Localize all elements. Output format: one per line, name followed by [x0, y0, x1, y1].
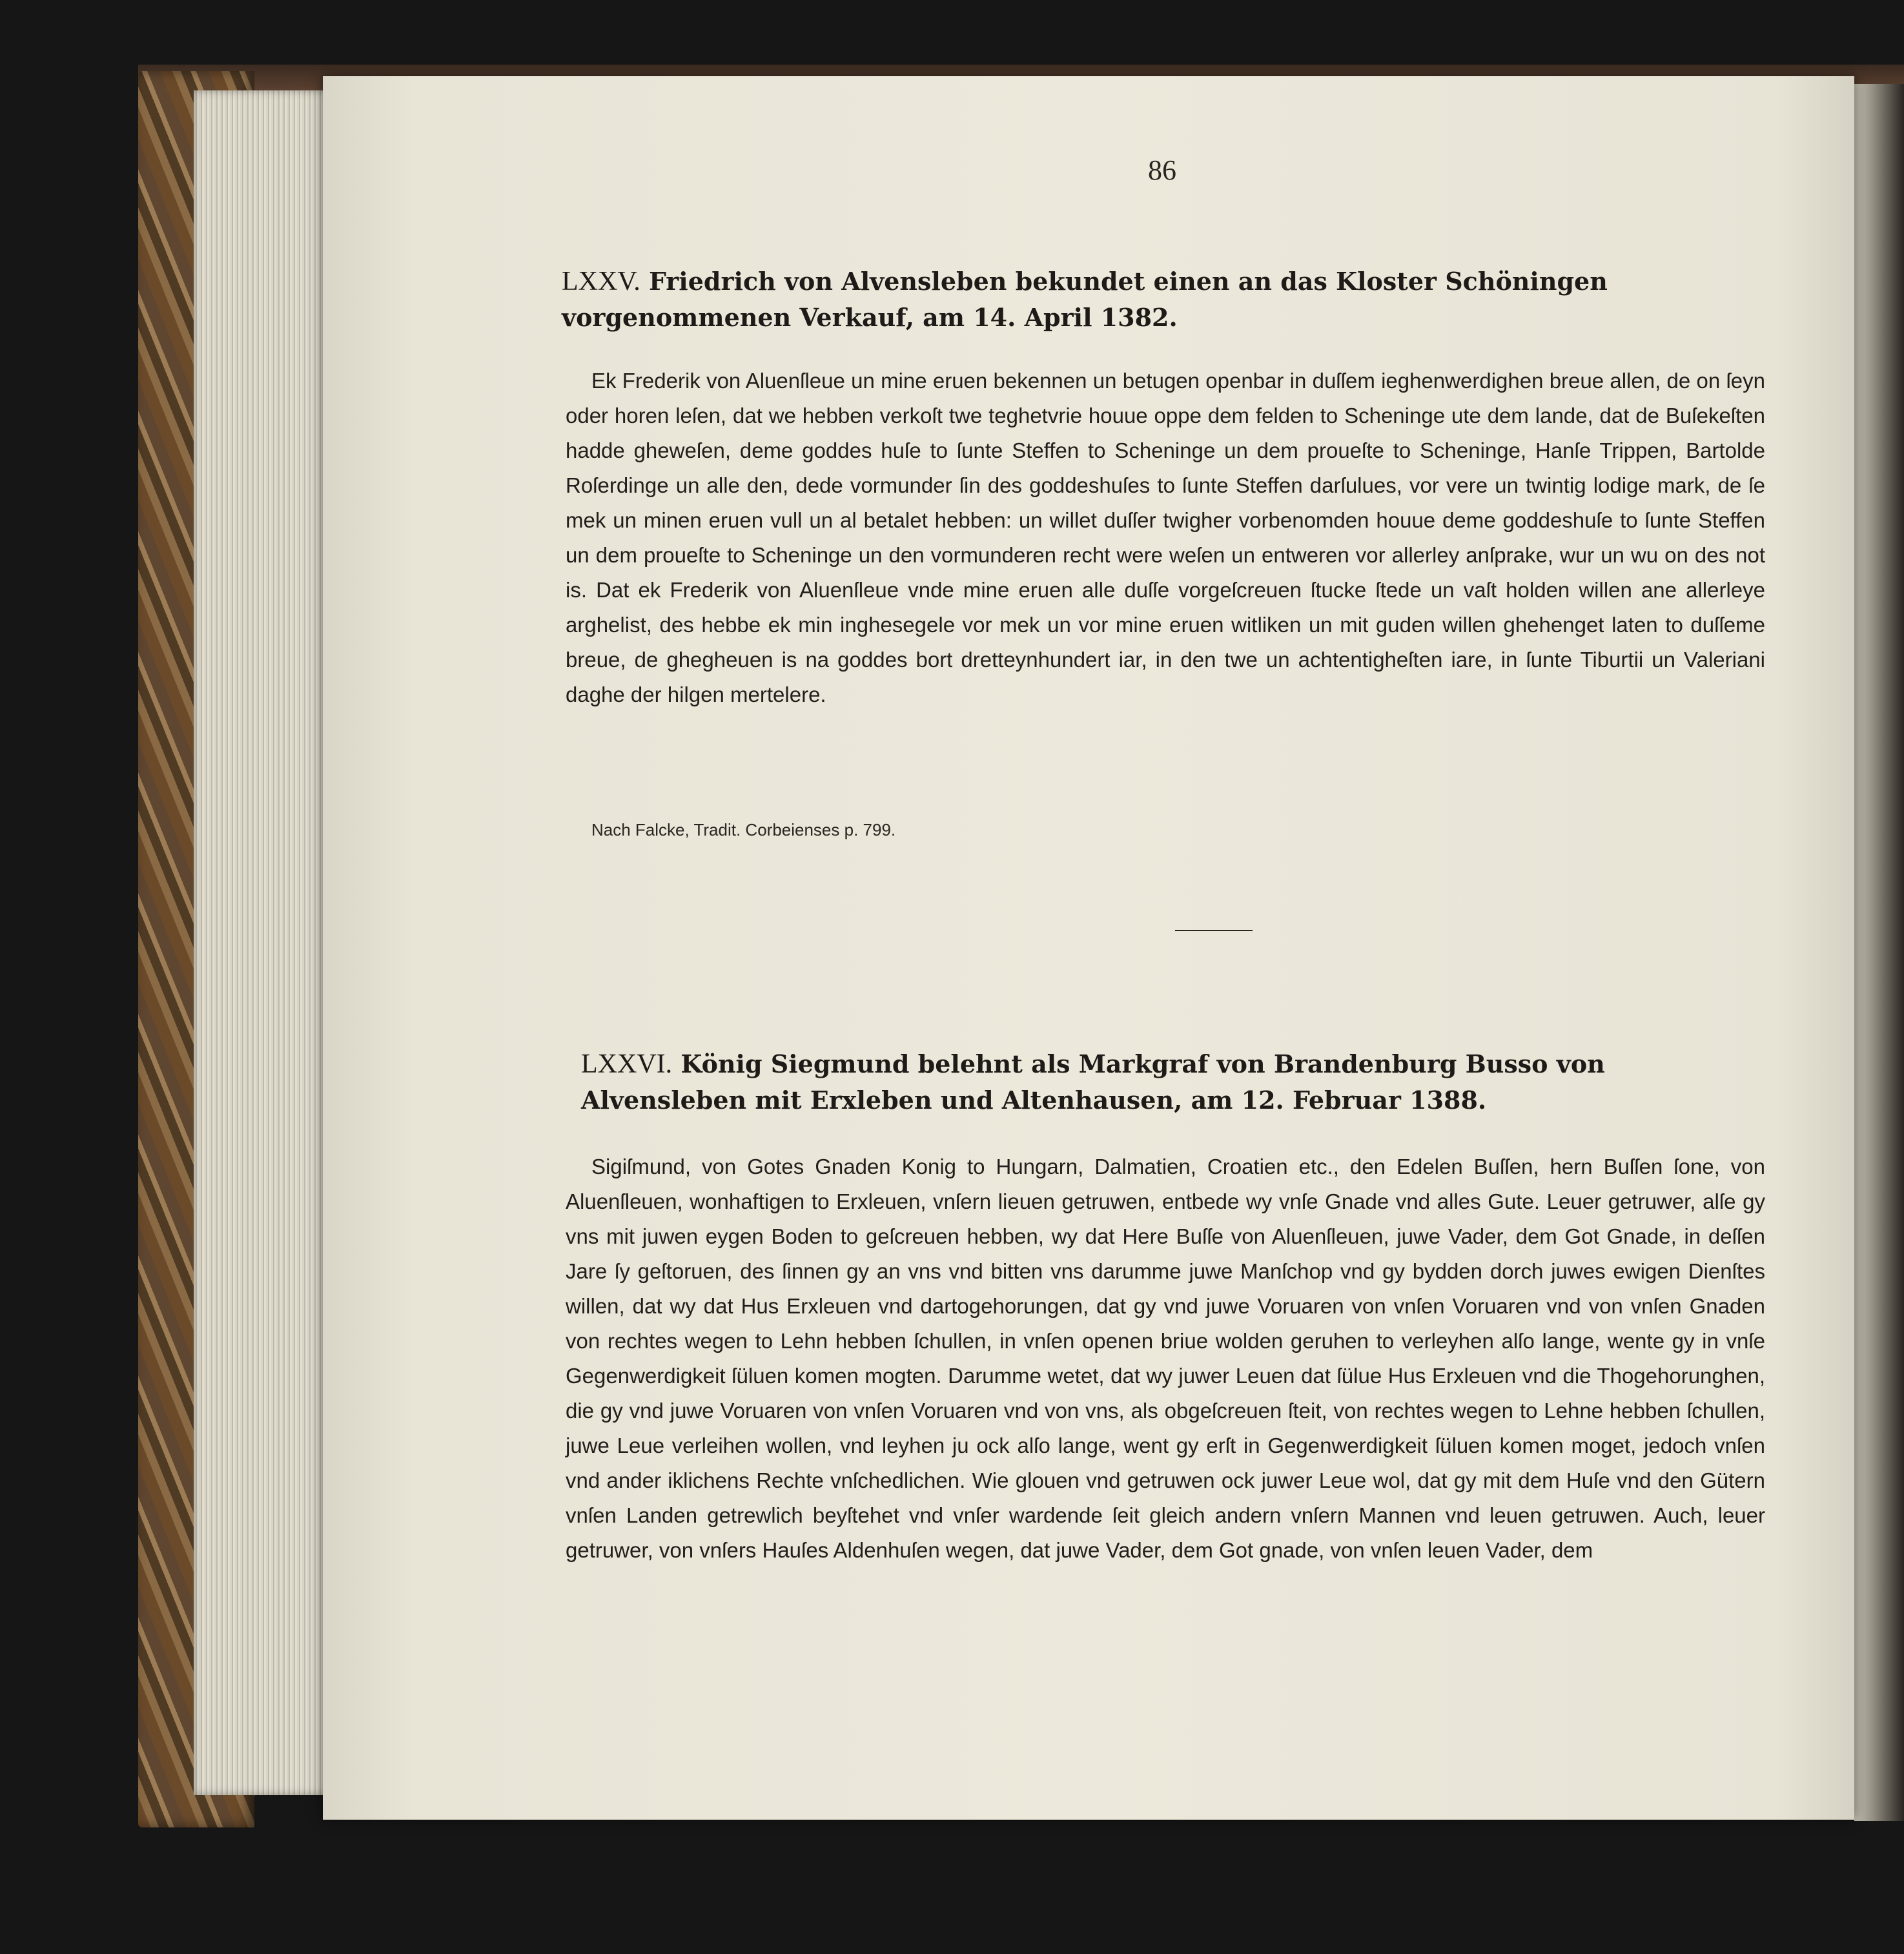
section-title: König Siegmund belehnt als Markgraf von Brandenburg Busso von Alvensleben mit Erxleben und Altenhausen, am 12. Februar 1388.	[581, 1049, 1605, 1115]
section-title: Friedrich von Alvensleben bekundet einen an das Kloster Schöningen vorgenommenen Verkauf, am 14. April 1382.	[562, 267, 1608, 332]
section-number: LXXV.	[562, 267, 640, 296]
right-page-edge	[1854, 84, 1904, 1821]
section-heading-lxxv	[562, 263, 1776, 336]
section-divider	[1175, 930, 1253, 931]
page-number: 86	[1148, 154, 1176, 186]
page-block-edge	[194, 90, 329, 1795]
body-paragraph: Ek Frederik von Aluenſleue un mine eruen bekennen un betugen openbar in duſſem ieghenwerdighen breue allen, de on ſeyn oder horen leſen, dat we hebben verkoſt twe teghetvrie houue oppe dem felden to Scheninge ute dem lande, dat de Buſekeſten hadde gheweſen, deme goddes huſe to ſunte Steffen to Scheninge un dem proueſte to Scheninge, Hanſe Trippen, Bartolde Roſerdinge un alle den, dede vormunder ſin des goddeshuſes to ſunte Steffen darſulues, vor vere un twintig lodige mark, de ſe mek un minen eruen vull un al betalet hebben: un willet duſſer twigher vorbenomden houue deme goddeshuſe to ſunte Steffen un dem proueſte to Scheninge un den vormunderen recht were weſen un entweren vor allerley anſprake, wur un wu on des not is. Dat ek Frederik von Aluenſleue vnde mine eruen alle duſſe vorgeſcreuen ſtucke ſtede un vaſt holden willen ane allerleye arghelist, des hebbe ek min inghesegele vor mek un vor mine eruen witliken un mit guden willen ghehenget laten to duſſeme breue, de ghegheuen is na goddes bort dretteynhundert iar, in den twe un achtentigheſten iare, in ſunte Tiburtii un Valeriani daghe der hilgen mertelere.	[566, 369, 1765, 706]
body-paragraph: Sigiſmund, von Gotes Gnaden Konig to Hungarn, Dalmatien, Croatien etc., den Edelen Buſſen, hern Buſſen ſone, von Aluenſleuen, wonhaftigen to Erxleuen, vnſern lieuen getruwen, entbede wy vnſe Gnade vnd alles Gute. Leuer getruwer, alſe gy vns mit juwen eygen Boden to geſcreuen hebben, wy dat Here Buſſe von Aluenſleuen, juwe Vader, dem Got Gnade, in deſſen Jare ſy geſtoruen, des ſinnen gy an vns vnd bitten vns darumme juwe Manſchop vnd gy bydden dorch juwes ewigen Dienſtes willen, dat wy dat Hus Erxleuen vnd dartogehorungen, dat gy vnd juwe Voruaren von vnſen Voruaren vnd von vnſen Gnaden von rechtes wegen to Lehn hebben ſchullen, in vnſen openen briue wolden geruhen to verleyhen alſo lange, wente gy in vnſe Gegenwerdigkeit ſüluen komen mogten. Darumme wetet, dat wy juwer Leuen dat ſülue Hus Erxleuen vnd die Thogehorunghen, die gy vnd juwe Voruaren von vnſen Voruaren vnd von vns, als obgeſcreuen ſteit, von rechtes wegen to Lehne hebben ſchullen, juwe Leue verleihen wollen, vnd leyhen ju ock alſo lange, went gy erſt in Gegenwerdigkeit ſüluen komen moget, jedoch vnſen vnd ander iklichens Rechte vnſchedlichen. Wie glouen vnd getruwen ock juwer Leue wol, dat gy mit dem Huſe vnd den Gütern vnſen Landen getrewlich beyſtehet vnd vnſer wardende ſeit gleich andern vnſern Mannen vnd leuen getruwen. Auch, leuer getruwer, von vnſers Hauſes Aldenhuſen wegen, dat juwe Vader, dem Got gnade, von vnſen leuen Vader, dem	[566, 1155, 1765, 1562]
section-number: LXXVI.	[581, 1049, 673, 1079]
source-note: Nach Falcke, Tradit. Corbeienses p. 799.	[591, 820, 896, 839]
section-body-lxxvi	[566, 1149, 1765, 1568]
section-body-lxxv	[566, 364, 1765, 712]
section-heading-lxxvi	[581, 1046, 1763, 1118]
